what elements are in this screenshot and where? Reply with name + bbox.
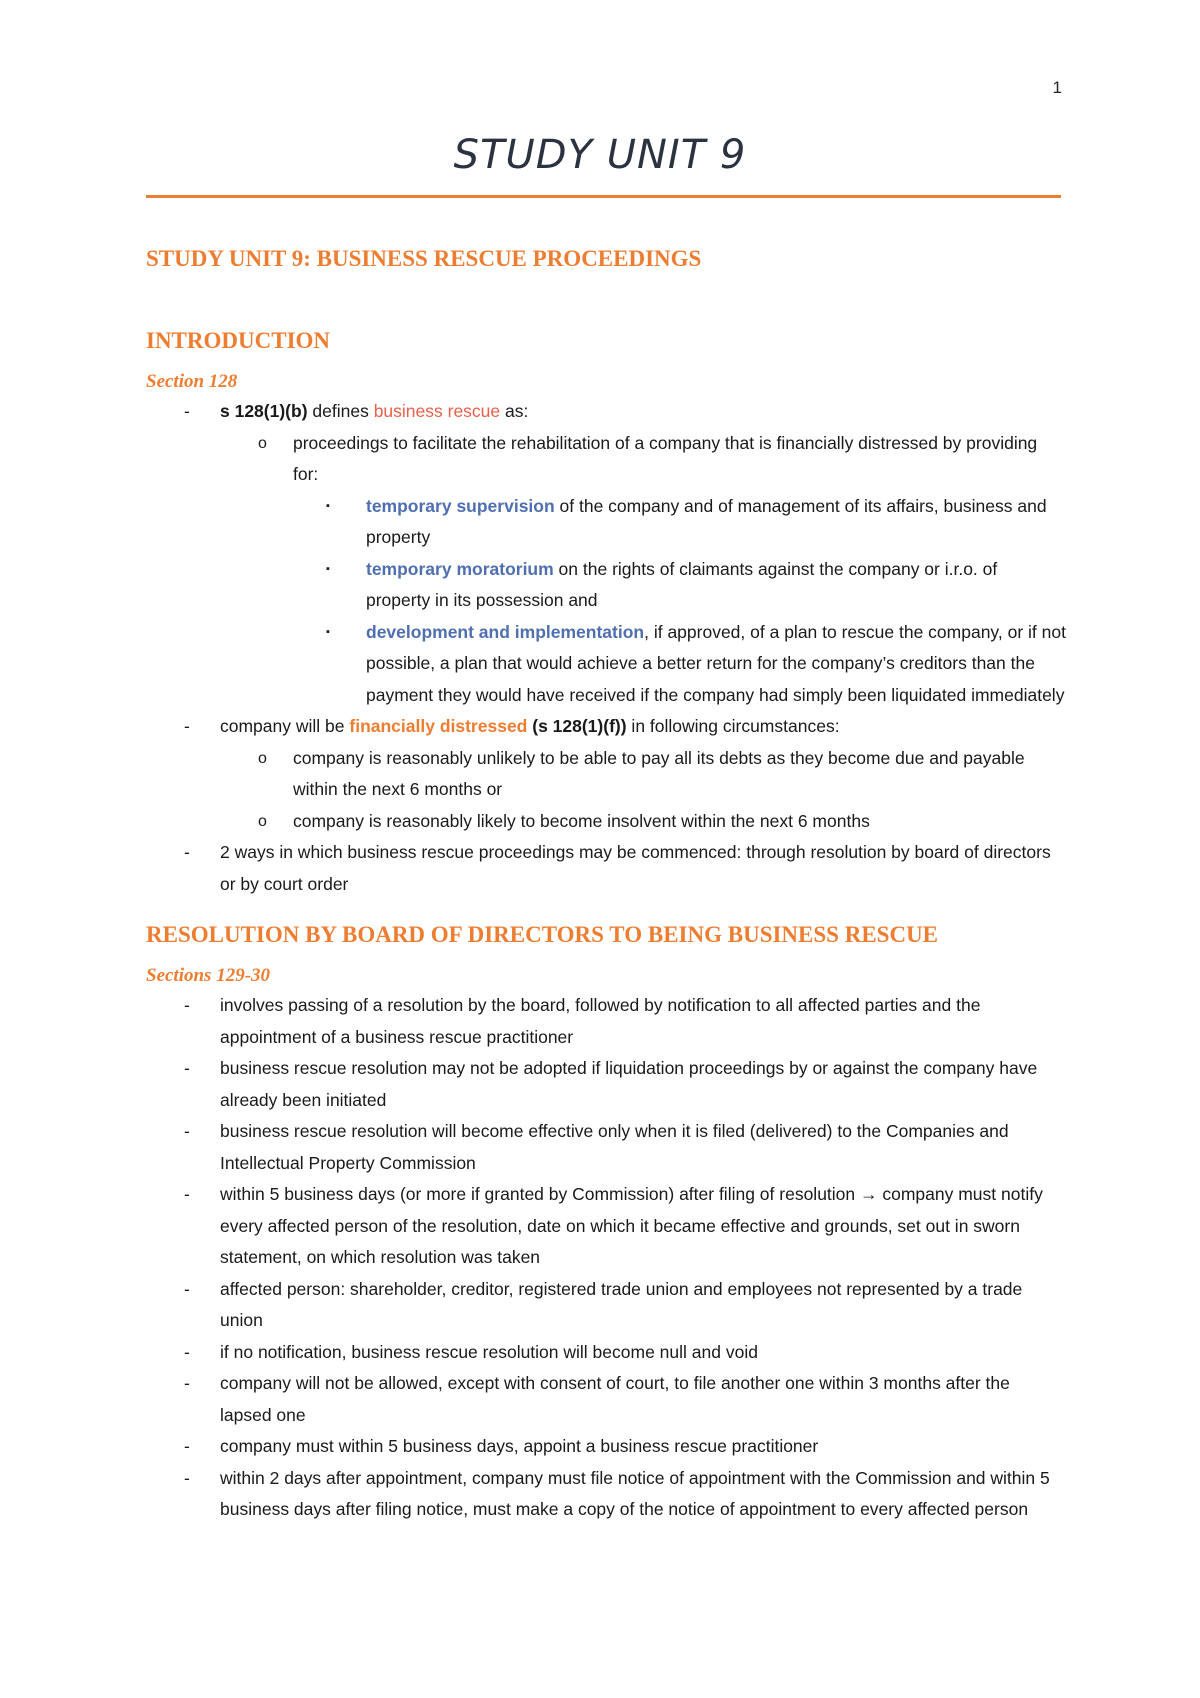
text: of the company and of management of its affairs, business and property: [366, 495, 1047, 547]
term-financially-distressed: financially distressed: [349, 716, 528, 736]
list-item: [146, 1337, 1066, 1369]
text: company must within 5 business days, appoint a business rescue practitioner: [220, 1436, 819, 1456]
square-bullet: ▪: [326, 499, 330, 512]
dash-bullet: -: [184, 842, 190, 862]
text: business rescue resolution may not be adopted if liquidation proceedings by or against the company have already been initiated: [220, 1058, 1038, 1110]
term-temporary-moratorium: temporary moratorium: [366, 558, 554, 579]
list-item: [146, 837, 1066, 900]
term-development-implementation: development and implementation: [366, 621, 645, 642]
list-item: [146, 1368, 1066, 1431]
list-item: [146, 1463, 1066, 1526]
dash-bullet: -: [184, 401, 190, 421]
text: within 5 business days (or more if granted by Commission) after filing of resolution → company must notify every affected person of the resolution, date on which it became effective and grounds, set out in sworn statement, on which resolution was taken: [220, 1184, 1043, 1267]
dash-bullet: -: [184, 1058, 190, 1078]
text: within 2 days after appointment, company must file notice of appointment with the Commission and within 5 business days after filing notice, must make a copy of the notice of appointment to every affected person: [220, 1467, 1050, 1519]
term-business-rescue: business rescue: [373, 401, 501, 421]
unit-heading: STUDY UNIT 9: BUSINESS RESCUE PROCEEDINGS: [146, 246, 702, 271]
list-item: [146, 743, 1066, 806]
dash-bullet: -: [184, 1121, 190, 1141]
dash-bullet: -: [184, 1341, 190, 1362]
text: company will not be allowed, except with consent of court, to file another one within 3 months after the lapsed one: [220, 1373, 1010, 1425]
dash-bullet: -: [184, 1373, 190, 1393]
list-item: [146, 1431, 1066, 1463]
term-temporary-supervision: temporary supervision: [366, 495, 555, 516]
dash-bullet: -: [184, 1436, 190, 1456]
text: affected person: shareholder, creditor, registered trade union and employees not represented by a trade union: [220, 1278, 1023, 1330]
document-body: [146, 244, 1066, 1526]
title-rule: [146, 195, 1061, 198]
list-item: [146, 396, 1066, 428]
dash-bullet: -: [184, 1278, 190, 1299]
list-item: [146, 428, 1066, 491]
text: company is reasonably unlikely to be able to pay all its debts as they become due and payable within the next 6 months or: [293, 747, 1025, 799]
text: business rescue resolution will become effective only when it is filed (delivered) to the Companies and Intellectual Property Commission: [220, 1121, 1009, 1173]
square-bullet: ▪: [326, 625, 330, 638]
text: defines: [307, 401, 374, 421]
resolution-heading: RESOLUTION BY BOARD OF DIRECTORS TO BEING BUSINESS RESCUE: [146, 922, 939, 947]
text: in following circumstances:: [626, 716, 840, 736]
list-item: [146, 617, 1066, 712]
resolution-section-label: Sections 129-30: [146, 965, 271, 986]
text: as:: [500, 401, 529, 421]
list-item: [146, 491, 1066, 554]
page-number: 1: [1052, 78, 1062, 97]
list-item: [146, 554, 1066, 617]
circle-bullet: o: [258, 749, 267, 767]
text: on the rights of claimants against the company or i.r.o. of property in its possession and: [366, 558, 998, 610]
intro-list: [146, 396, 1066, 900]
list-item: [146, 806, 1066, 838]
dash-bullet: -: [184, 1184, 190, 1204]
text: 2 ways in which business rescue proceedings may be commenced: through resolution by board of directors or by court order: [220, 842, 1051, 894]
statute-reference: (s 128(1)(f)): [527, 716, 627, 736]
dash-bullet: -: [184, 716, 190, 736]
text: company will be: [220, 716, 350, 736]
dash-bullet: -: [184, 1467, 190, 1488]
list-item: [146, 1179, 1066, 1274]
circle-bullet: o: [258, 434, 267, 452]
dash-bullet: -: [184, 995, 190, 1015]
intro-section-label: Section 128: [146, 371, 238, 392]
statute-reference: s 128(1)(b): [220, 401, 308, 421]
list-item: [146, 990, 1066, 1053]
text: company is reasonably likely to become insolvent within the next 6 months: [293, 810, 870, 831]
circle-bullet: o: [258, 812, 267, 830]
resolution-list: [146, 990, 1066, 1526]
document-title: STUDY UNIT 9: [453, 132, 747, 178]
text: proceedings to facilitate the rehabilitation of a company that is financially distressed by providing for:: [293, 432, 1038, 484]
list-item: [146, 1116, 1066, 1179]
text: involves passing of a resolution by the board, followed by notification to all affected parties and the appointment of a business rescue practitioner: [220, 995, 981, 1047]
list-item: [146, 1053, 1066, 1116]
list-item: [146, 1274, 1066, 1337]
square-bullet: ▪: [326, 562, 330, 575]
intro-heading: INTRODUCTION: [146, 328, 331, 353]
text: , if approved, of a plan to rescue the company, or if not possible, a plan that would achieve a better return for the company’s creditors than the payment they would have received if the company had simply been liquidated immediately: [366, 621, 1066, 705]
text: if no notification, business rescue resolution will become null and void: [220, 1341, 758, 1362]
list-item: [146, 711, 1066, 743]
